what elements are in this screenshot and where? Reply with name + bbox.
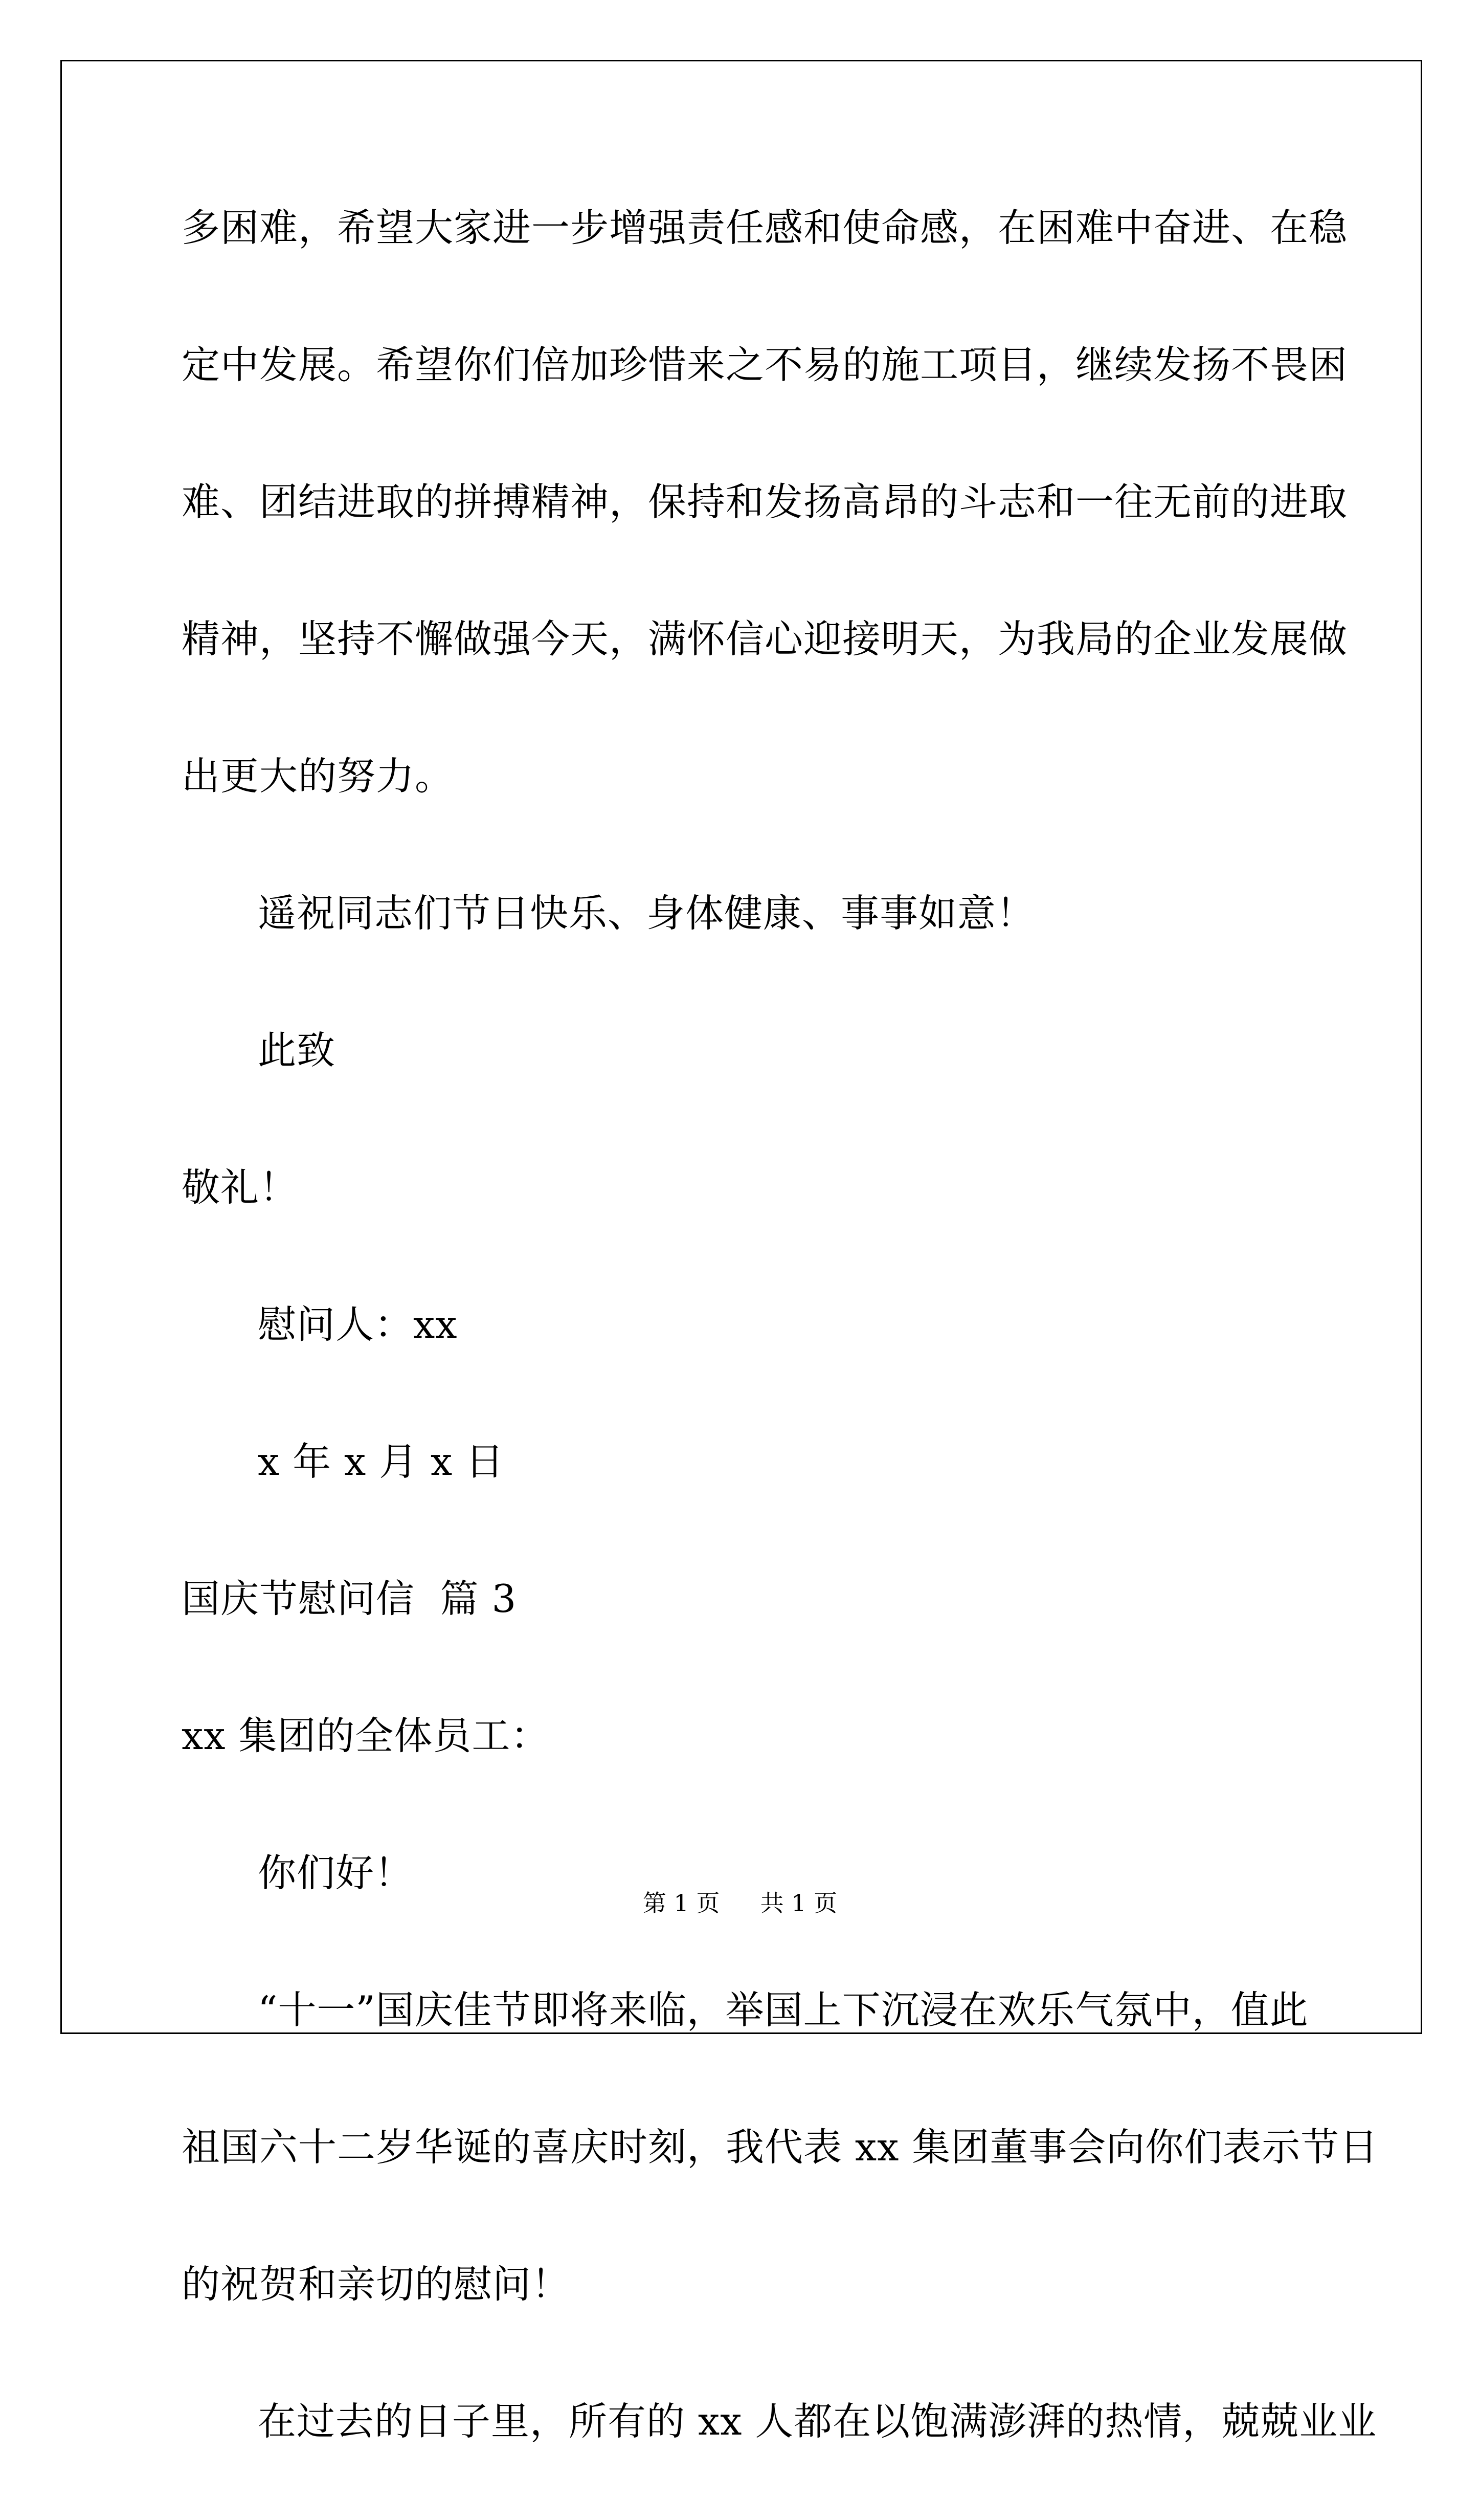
paragraph-line: 出更大的努力。 [182, 754, 454, 799]
page-number-current: 第 1 页 [642, 1889, 720, 1917]
paragraph-line: 在过去的日子里，所有的 xx 人都在以饱满澎湃的热情，兢兢业业 [258, 2399, 1377, 2444]
paragraph-line: “十一”国庆佳节即将来临，举国上下沉浸在欢乐气氛中，值此 [258, 1987, 1309, 2032]
paragraph-line: 的祝贺和亲切的慰问！ [182, 2262, 571, 2307]
closing-line: 此致 [258, 1028, 336, 1073]
paragraph-line: 祖国六十二岁华诞的喜庆时刻，我代表 xx 集团董事会向你们表示节日 [182, 2125, 1379, 2170]
paragraph-line: 定中发展。希望你们倍加珍惜来之不易的施工项目，继续发扬不畏困 [182, 342, 1348, 387]
addressee-line: xx 集团的全体员工： [182, 1713, 550, 1758]
page-number-total: 共 1 页 [760, 1889, 838, 1917]
paragraph-line: 难、团结进取的拼搏精神，保持和发扬高昂的斗志和一往无前的进取 [182, 479, 1348, 524]
wish-line: 遥祝同志们节日快乐、身体健康、事事如意！ [258, 891, 1036, 936]
salute-line: 敬礼！ [182, 1165, 299, 1210]
greeting-line: 你们好！ [258, 1850, 414, 1895]
paragraph-line: 精神，坚持不懈做强今天，满怀信心迎接明天，为我局的企业发展做 [182, 616, 1348, 661]
document-body [182, 189, 1379, 2520]
signer-line: 慰问人：xx [258, 1302, 458, 1347]
section-title: 国庆节慰问信 篇 3 [182, 1576, 517, 1621]
date-line: x 年 x 月 x 日 [258, 1439, 505, 1484]
page-footer [0, 1888, 1480, 1918]
paragraph-line: 多困难，希望大家进一步增强责任感和使命感，在困难中奋进、在稳 [182, 205, 1348, 250]
